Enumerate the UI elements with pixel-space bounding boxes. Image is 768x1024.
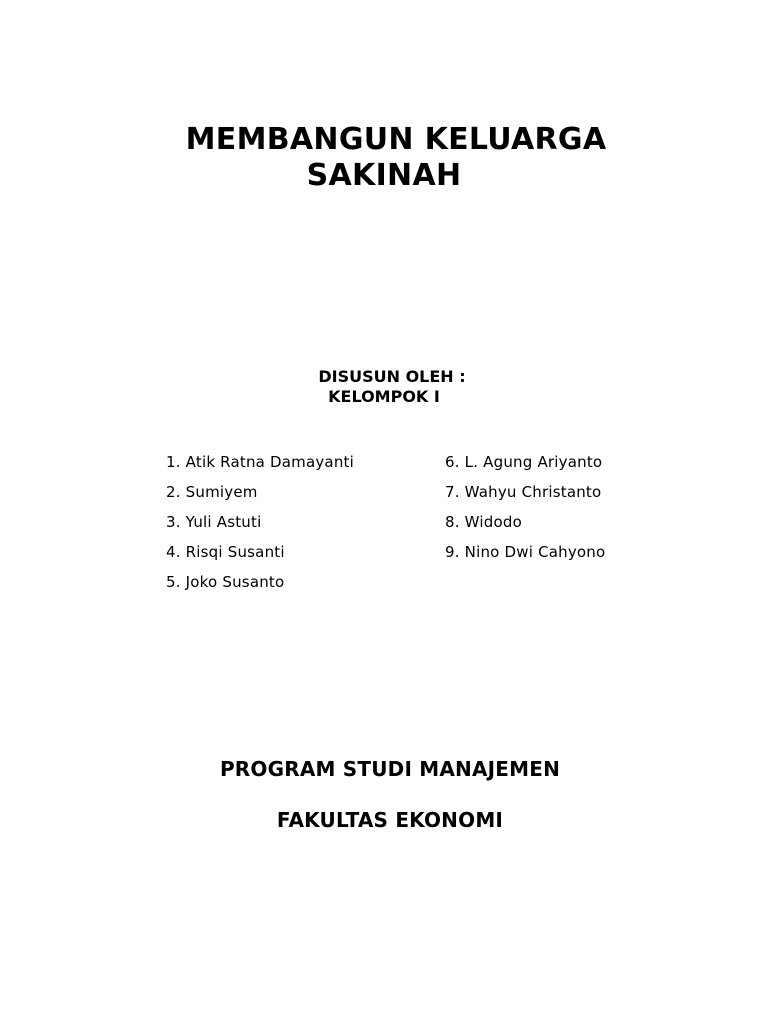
member-item: 2. Sumiyem [166, 483, 258, 501]
byline: DISUSUN OLEH : [318, 367, 466, 386]
member-item: 6. L. Agung Ariyanto [445, 453, 603, 471]
group-name: KELOMPOK I [328, 387, 440, 406]
member-item: 3. Yuli Astuti [166, 513, 262, 531]
faculty-name: FAKULTAS EKONOMI [276, 808, 504, 832]
title-line-2: SAKINAH [306, 158, 462, 193]
program-name: PROGRAM STUDI MANAJEMEN [219, 757, 561, 781]
author-block [0, 367, 768, 407]
document-title [0, 122, 768, 194]
member-item: 4. Risqi Susanti [166, 543, 285, 561]
member-item: 7. Wahyu Christanto [445, 483, 602, 501]
member-item: 8. Widodo [445, 513, 522, 531]
member-list-left [166, 447, 354, 597]
member-item: 5. Joko Susanto [166, 573, 285, 591]
member-item: 9. Nino Dwi Cahyono [445, 543, 606, 561]
member-list-right [445, 447, 605, 567]
member-item: 1. Atik Ratna Damayanti [166, 453, 354, 471]
title-line-1: MEMBANGUN KELUARGA [185, 122, 607, 157]
